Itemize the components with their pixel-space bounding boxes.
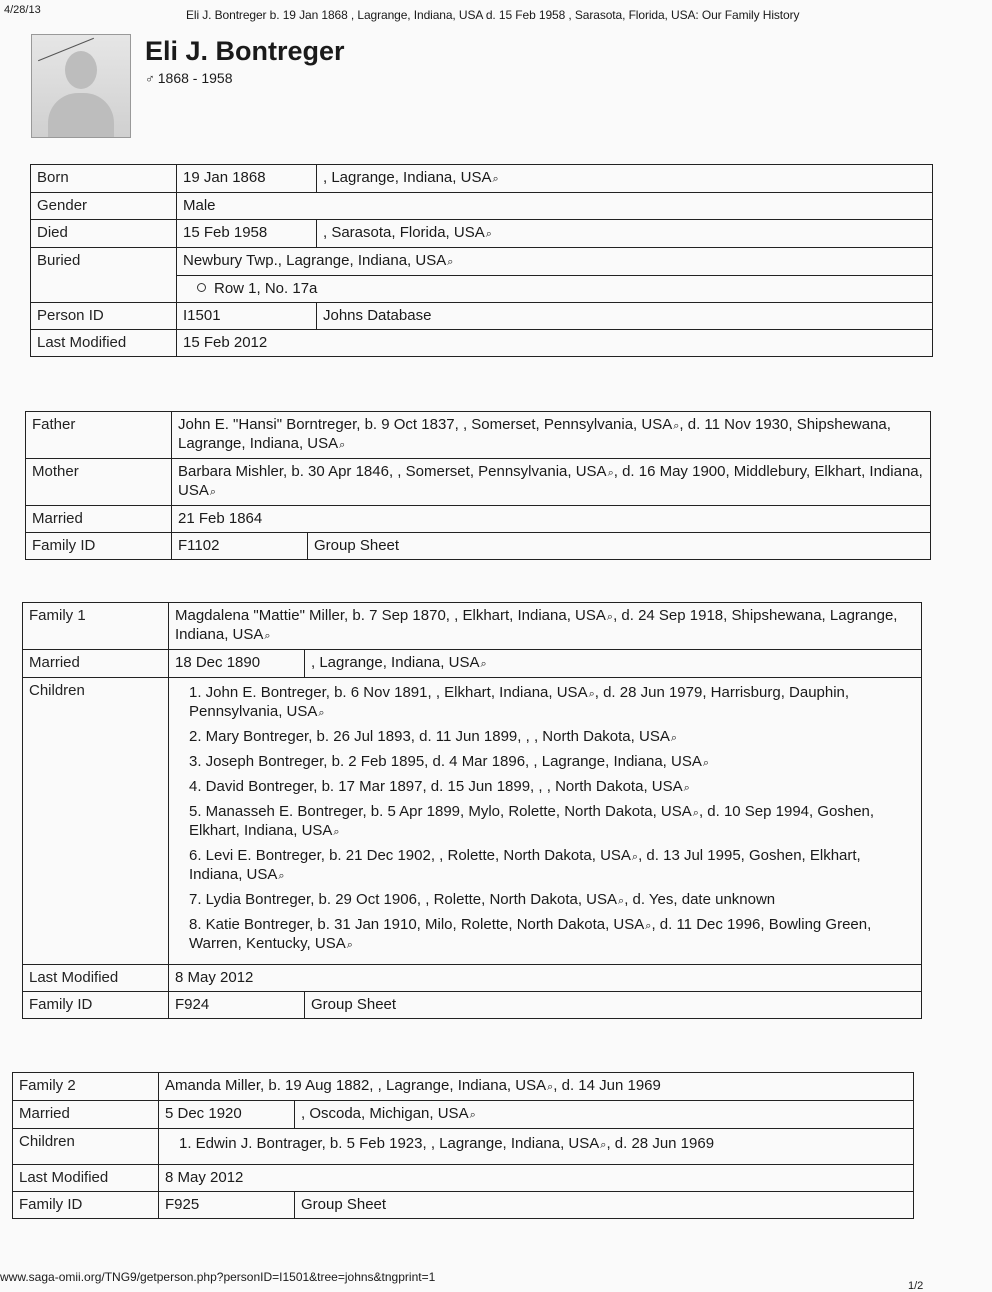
born-label: Born <box>31 165 177 193</box>
family1-spouse-link[interactable]: Magdalena "Mattie" Miller, b. 7 Sep 1870, , Elkhart, Indiana, USA⌕, d. 24 Sep 1918, Shipshewana, Lagrange, Indiana, USA⌕ <box>169 603 922 650</box>
search-icon[interactable]: ⌕ <box>264 630 271 642</box>
family1-children-row <box>23 678 922 965</box>
print-title: Eli J. Bontreger b. 19 Jan 1868 , Lagrange, Indiana, USA d. 15 Feb 1958 , Sarasota, Florida, USA: Our Family History <box>186 8 800 22</box>
person-id: I1501 <box>177 303 317 330</box>
search-icon[interactable]: ⌕ <box>606 611 614 623</box>
family2-spouse-row <box>13 1073 914 1101</box>
search-icon[interactable]: ⌕ <box>618 895 625 907</box>
search-icon[interactable]: ⌕ <box>670 732 677 744</box>
married-label: Married <box>13 1101 159 1129</box>
silhouette-head-icon <box>65 51 97 89</box>
search-icon[interactable]: ⌕ <box>588 688 595 700</box>
buried-label: Buried <box>31 248 177 303</box>
personal-info-table <box>30 164 933 357</box>
married-label: Married <box>26 506 172 533</box>
married-date: 21 Feb 1864 <box>172 506 931 533</box>
born-date: 19 Jan 1868 <box>177 165 317 193</box>
family1-family-id-row <box>23 992 922 1019</box>
gender-row <box>31 193 933 220</box>
family1-label: Family 1 <box>23 603 169 650</box>
children-list-cell <box>159 1129 914 1165</box>
family2-label: Family 2 <box>13 1073 159 1101</box>
children-label: Children <box>23 678 169 965</box>
gender-label: Gender <box>31 193 177 220</box>
buried-note: Row 1, No. 17a <box>177 276 933 303</box>
life-years: 1868 - 1958 <box>157 70 233 86</box>
child-item[interactable]: 7. Lydia Bontreger, b. 29 Oct 1906, , Rolette, North Dakota, USA⌕, d. Yes, date unknown <box>189 891 776 908</box>
person-name: Eli J. Bontreger <box>145 36 345 66</box>
children-list-cell <box>169 678 922 965</box>
database-name: Johns Database <box>317 303 933 330</box>
child-item[interactable]: 8. Katie Bontreger, b. 31 Jan 1910, Milo, Rolette, North Dakota, USA⌕, d. 11 Dec 1996, Bowling Green, Warren, Kentucky, USA⌕ <box>189 916 872 952</box>
family2-children-row <box>13 1129 914 1165</box>
children-label: Children <box>13 1129 159 1165</box>
family1-table <box>22 602 922 1019</box>
search-icon[interactable]: ⌕ <box>469 1109 476 1121</box>
search-icon[interactable]: ⌕ <box>492 173 499 185</box>
family2-table <box>12 1072 914 1219</box>
family2-married-row <box>13 1101 914 1129</box>
mother-label: Mother <box>26 459 172 506</box>
married-place[interactable]: , Lagrange, Indiana, USA⌕ <box>305 650 922 678</box>
search-icon[interactable]: ⌕ <box>333 826 340 838</box>
children-list <box>175 684 915 954</box>
father-label: Father <box>26 412 172 459</box>
family-id: F1102 <box>172 533 308 560</box>
born-place[interactable]: , Lagrange, Indiana, USA⌕ <box>317 165 933 193</box>
search-icon[interactable]: ⌕ <box>447 256 454 268</box>
child-item[interactable]: 6. Levi E. Bontreger, b. 21 Dec 1902, , Rolette, North Dakota, USA⌕, d. 13 Jul 1995, Goshen, Elkhart, Indiana, USA⌕ <box>189 847 861 883</box>
person-photo-placeholder <box>31 34 131 138</box>
died-date: 15 Feb 1958 <box>177 220 317 248</box>
married-label: Married <box>23 650 169 678</box>
last-modified: 8 May 2012 <box>159 1165 914 1192</box>
person-id-label: Person ID <box>31 303 177 330</box>
born-row <box>31 165 933 193</box>
search-icon[interactable]: ⌕ <box>480 658 487 670</box>
search-icon[interactable]: ⌕ <box>702 757 710 769</box>
silhouette-body-icon <box>48 93 114 138</box>
buried-row <box>31 248 933 276</box>
family-id-label: Family ID <box>23 992 169 1019</box>
family-id-label: Family ID <box>13 1192 159 1219</box>
parents-married-row <box>26 506 931 533</box>
group-sheet-link[interactable]: Group Sheet <box>305 992 922 1019</box>
circle-bullet-icon <box>197 283 206 292</box>
search-icon[interactable]: ⌕ <box>209 486 217 498</box>
group-sheet-link[interactable]: Group Sheet <box>295 1192 914 1219</box>
father-link[interactable]: John E. "Hansi" Borntreger, b. 9 Oct 1837, , Somerset, Pennsylvania, USA⌕, d. 11 Nov 1930, Shipshewana, Lagrange, Indiana, USA⌕ <box>172 412 931 459</box>
family1-married-row <box>23 650 922 678</box>
search-icon[interactable]: ⌕ <box>673 420 680 432</box>
search-icon[interactable]: ⌕ <box>607 467 614 479</box>
search-icon[interactable]: ⌕ <box>278 870 285 882</box>
family1-spouse-row <box>23 603 922 650</box>
search-icon[interactable]: ⌕ <box>339 439 346 451</box>
family1-last-modified-row <box>23 965 922 992</box>
died-label: Died <box>31 220 177 248</box>
search-icon[interactable]: ⌕ <box>600 1139 607 1151</box>
print-date: 4/28/13 <box>4 4 41 16</box>
family2-spouse-link[interactable]: Amanda Miller, b. 19 Aug 1882, , Lagrange, Indiana, USA⌕, d. 14 Jun 1969 <box>159 1073 914 1101</box>
group-sheet-link[interactable]: Group Sheet <box>308 533 931 560</box>
parents-table <box>25 411 931 560</box>
father-row <box>26 412 931 459</box>
search-icon[interactable]: ⌕ <box>692 807 699 819</box>
married-date: 5 Dec 1920 <box>159 1101 295 1129</box>
search-icon[interactable]: ⌕ <box>683 782 690 794</box>
child-item[interactable]: 2. Mary Bontreger, b. 26 Jul 1893, d. 11 Jun 1899, , , North Dakota, USA⌕ <box>189 728 677 745</box>
male-icon: ♂ <box>145 71 155 86</box>
mother-link[interactable]: Barbara Mishler, b. 30 Apr 1846, , Somerset, Pennsylvania, USA⌕, d. 16 May 1900, Middlebury, Elkhart, Indiana, USA⌕ <box>172 459 931 506</box>
parents-family-id-row <box>26 533 931 560</box>
child-item[interactable]: 4. David Bontreger, b. 17 Mar 1897, d. 15 Jun 1899, , , North Dakota, USA⌕ <box>189 778 690 795</box>
last-modified-label: Last Modified <box>13 1165 159 1192</box>
child-item[interactable]: 1. John E. Bontreger, b. 6 Nov 1891, , Elkhart, Indiana, USA⌕, d. 28 Jun 1979, Harrisburg, Dauphin, Pennsylvania, USA⌕ <box>189 684 850 720</box>
last-modified: 8 May 2012 <box>169 965 922 992</box>
married-date: 18 Dec 1890 <box>169 650 305 678</box>
family2-last-modified-row <box>13 1165 914 1192</box>
last-modified: 15 Feb 2012 <box>177 330 933 357</box>
page-number: 1/2 <box>908 1280 924 1292</box>
last-modified-row <box>31 330 933 357</box>
died-row <box>31 220 933 248</box>
family-id: F924 <box>169 992 305 1019</box>
died-place[interactable]: , Sarasota, Florida, USA⌕ <box>317 220 933 248</box>
child-item[interactable]: 5. Manasseh E. Bontreger, b. 5 Apr 1899, Mylo, Rolette, North Dakota, USA⌕, d. 10 Sep 1994, Goshen, Elkhart, Indiana, USA⌕ <box>189 803 875 839</box>
last-modified-label: Last Modified <box>31 330 177 357</box>
child-item[interactable]: 3. Joseph Bontreger, b. 2 Feb 1895, d. 4 Mar 1896, , Lagrange, Indiana, USA⌕ <box>189 753 710 770</box>
family-id: F925 <box>159 1192 295 1219</box>
children-list <box>165 1135 907 1154</box>
search-icon[interactable]: ⌕ <box>485 228 492 240</box>
family-id-label: Family ID <box>26 533 172 560</box>
last-modified-label: Last Modified <box>23 965 169 992</box>
buried-place[interactable]: Newbury Twp., Lagrange, Indiana, USA⌕ <box>177 248 933 276</box>
search-icon[interactable]: ⌕ <box>318 707 325 719</box>
child-item[interactable]: 1. Edwin J. Bontrager, b. 5 Feb 1923, , Lagrange, Indiana, USA⌕, d. 28 Jun 1969 <box>179 1135 715 1152</box>
family2-family-id-row <box>13 1192 914 1219</box>
person-years <box>145 70 232 86</box>
married-place[interactable]: , Oscoda, Michigan, USA⌕ <box>295 1101 914 1129</box>
search-icon[interactable]: ⌕ <box>645 920 652 932</box>
search-icon[interactable]: ⌕ <box>631 851 639 863</box>
gender-value: Male <box>177 193 933 220</box>
search-icon[interactable]: ⌕ <box>547 1081 554 1093</box>
mother-row <box>26 459 931 506</box>
person-id-row <box>31 303 933 330</box>
page-url: www.saga-omii.org/TNG9/getperson.php?personID=I1501&tree=johns&tngprint=1 <box>0 1270 436 1284</box>
search-icon[interactable]: ⌕ <box>346 939 353 951</box>
